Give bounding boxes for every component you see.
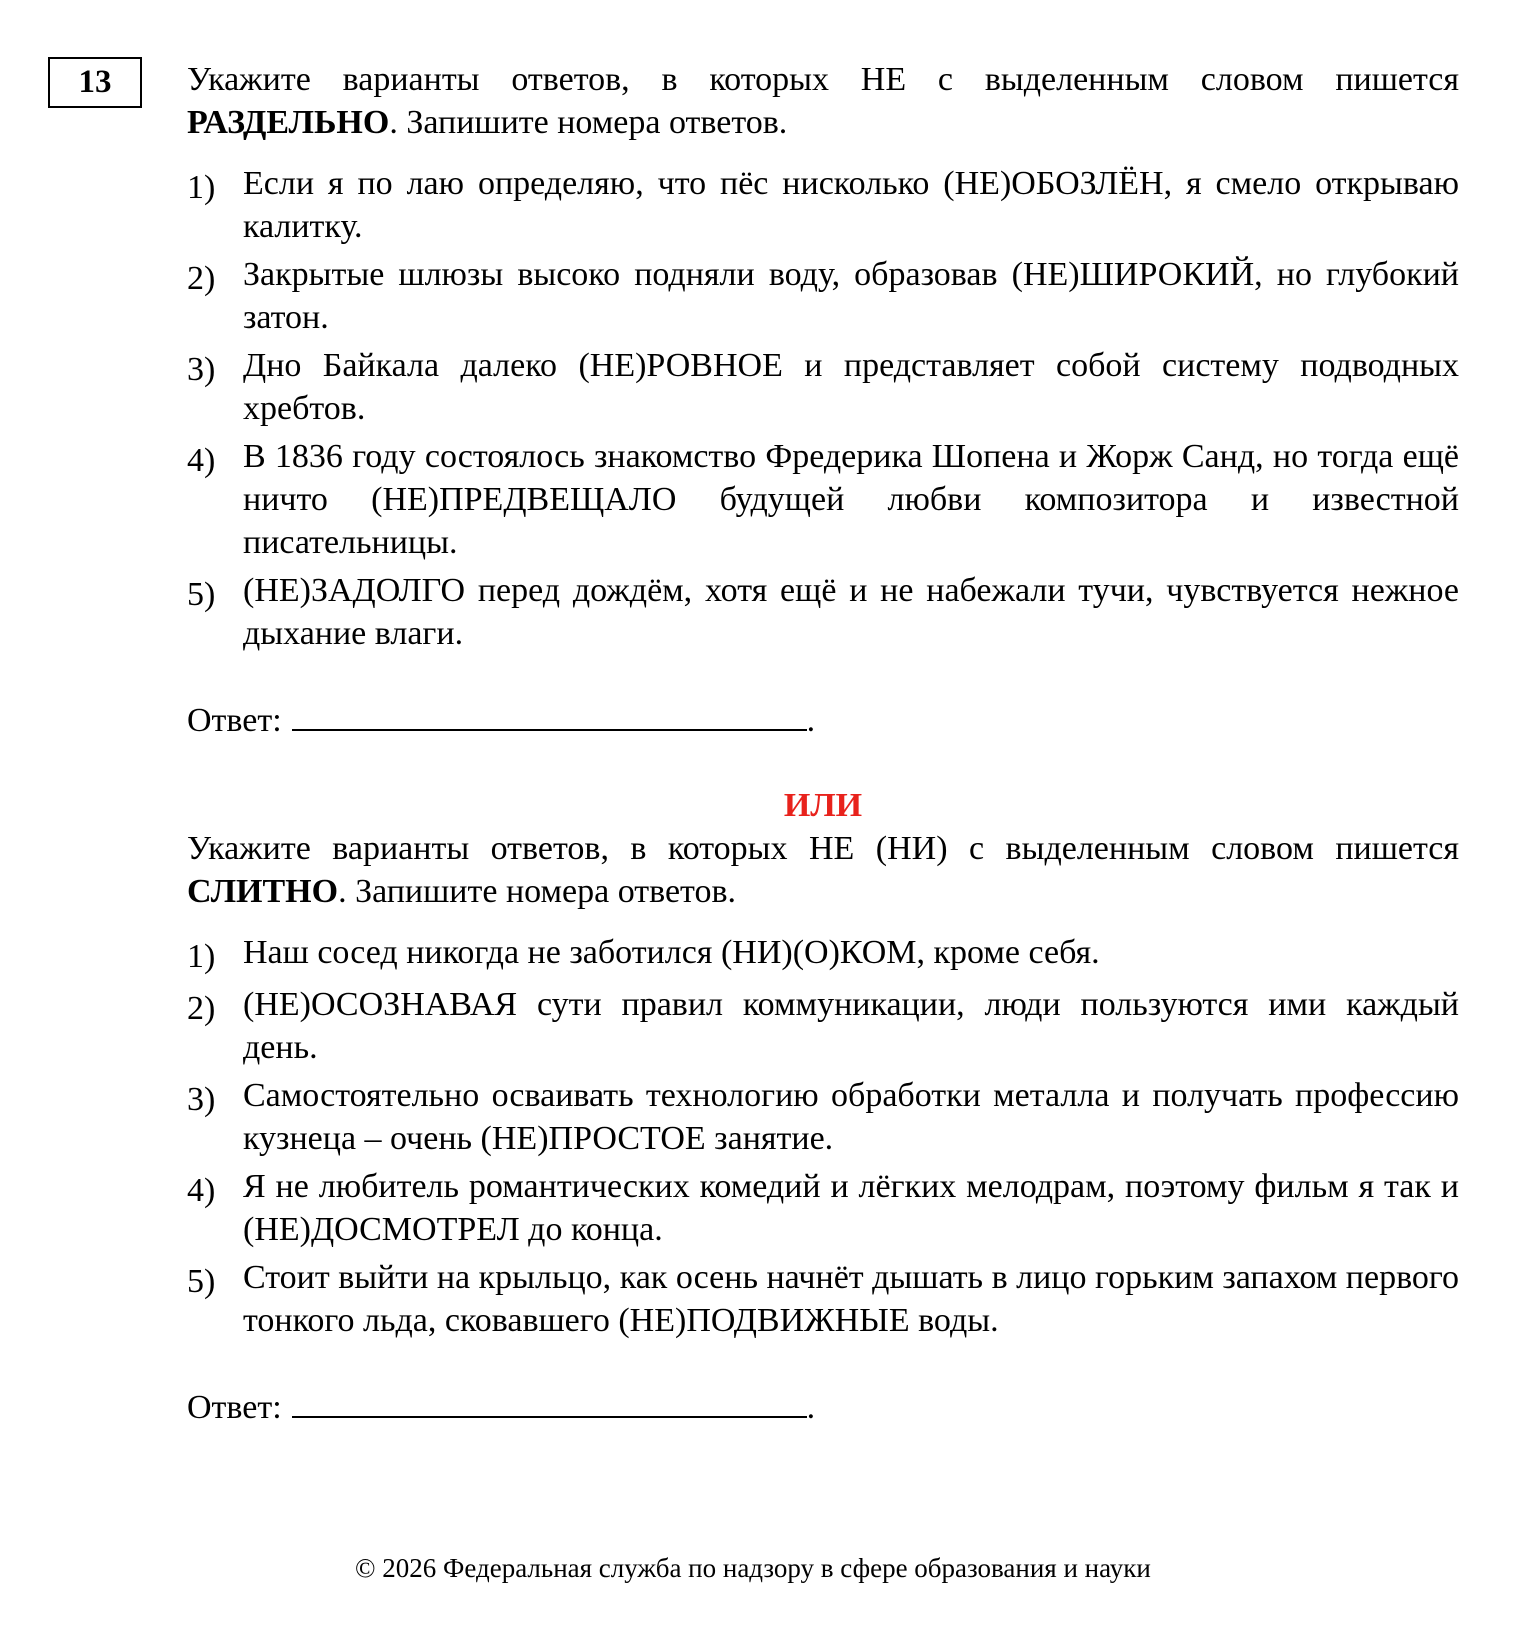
- option-text: Если я по лаю определяю, что пёс нисколько (НЕ)ОБОЗЛЁН, я смело открываю калитку.: [243, 165, 1459, 245]
- task2-option: [187, 1165, 1459, 1251]
- option-text: Дно Байкала далеко (НЕ)РОВНОЕ и представляет собой систему подводных хребтов.: [243, 347, 1459, 427]
- answer-period: .: [806, 702, 816, 739]
- option-text: В 1836 году состоялось знакомство Фредерика Шопена и Жорж Санд, но тогда ещё ничто (НЕ)ПРЕДВЕЩАЛО будущей любви композитора и известной писательницы.: [243, 438, 1459, 561]
- answer-blank-line[interactable]: [292, 699, 807, 731]
- task1-option: [187, 344, 1459, 430]
- option-number: 5): [187, 576, 216, 613]
- task1-option: [187, 435, 1459, 564]
- option-number: 4): [187, 442, 216, 479]
- task2-instruction: [187, 827, 1459, 913]
- option-number: 1): [187, 938, 216, 975]
- task1-answer: [187, 699, 1459, 742]
- task2-option: [187, 983, 1459, 1069]
- task2-options: [187, 931, 1459, 1342]
- answer-label: Ответ:: [187, 702, 282, 739]
- option-text: Закрытые шлюзы высоко подняли воду, образовав (НЕ)ШИРОКИЙ, но глубокий затон.: [243, 256, 1459, 336]
- task1-instruction-tail: . Запишите номера ответов.: [389, 104, 788, 141]
- question-content: [187, 58, 1459, 1429]
- answer-period: .: [806, 1389, 816, 1426]
- option-number: 5): [187, 1263, 216, 1300]
- or-separator: ИЛИ: [783, 787, 863, 824]
- task1-keyword: РАЗДЕЛЬНО: [187, 104, 390, 141]
- task1-option: [187, 253, 1459, 339]
- option-number: 2): [187, 990, 216, 1027]
- answer-label: Ответ:: [187, 1389, 282, 1426]
- task2-answer: [187, 1386, 1459, 1429]
- option-number: 2): [187, 260, 216, 297]
- option-text: Стоит выйти на крыльцо, как осень начнёт дышать в лицо горьким запахом первого тонкого льда, сковавшего (НЕ)ПОДВИЖНЫЕ воды.: [243, 1259, 1459, 1339]
- task2-keyword: СЛИТНО: [187, 873, 339, 910]
- task1-instruction: [187, 58, 1459, 144]
- task2-option: [187, 931, 1459, 978]
- option-text: (НЕ)ЗАДОЛГО перед дождём, хотя ещё и не набежали тучи, чувствуется нежное дыхание влаги.: [243, 572, 1459, 652]
- option-number: 4): [187, 1172, 216, 1209]
- option-text: Самостоятельно осваивать технологию обработки металла и получать профессию кузнеца – очень (НЕ)ПРОСТОЕ занятие.: [243, 1077, 1459, 1157]
- task1-instruction-text: Укажите варианты ответов, в которых НЕ с выделенным словом пишется: [187, 61, 1459, 98]
- task1-option: [187, 162, 1459, 248]
- option-number: 3): [187, 1081, 216, 1118]
- question-number-box: 13: [48, 57, 142, 108]
- copyright-text: © 2026 Федеральная служба по надзору в сфере образования и науки: [355, 1553, 1151, 1583]
- option-text: Я не любитель романтических комедий и лёгких мелодрам, поэтому фильм я так и (НЕ)ДОСМОТРЕЛ до конца.: [243, 1168, 1459, 1248]
- answer-blank-line[interactable]: [292, 1386, 807, 1418]
- option-number: 3): [187, 351, 216, 388]
- option-text: (НЕ)ОСОЗНАВАЯ сути правил коммуникации, люди пользуются ими каждый день.: [243, 986, 1459, 1066]
- option-text: Наш сосед никогда не заботился (НИ)(О)КОМ, кроме себя.: [243, 934, 1100, 971]
- task2-option: [187, 1074, 1459, 1160]
- task2-option: [187, 1256, 1459, 1342]
- task2-instruction-text: Укажите варианты ответов, в которых НЕ (НИ) с выделенным словом пишется: [187, 830, 1459, 867]
- task1-options: [187, 162, 1459, 655]
- task1-option: [187, 569, 1459, 655]
- option-number: 1): [187, 169, 216, 206]
- task2-instruction-tail: . Запишите номера ответов.: [338, 873, 737, 910]
